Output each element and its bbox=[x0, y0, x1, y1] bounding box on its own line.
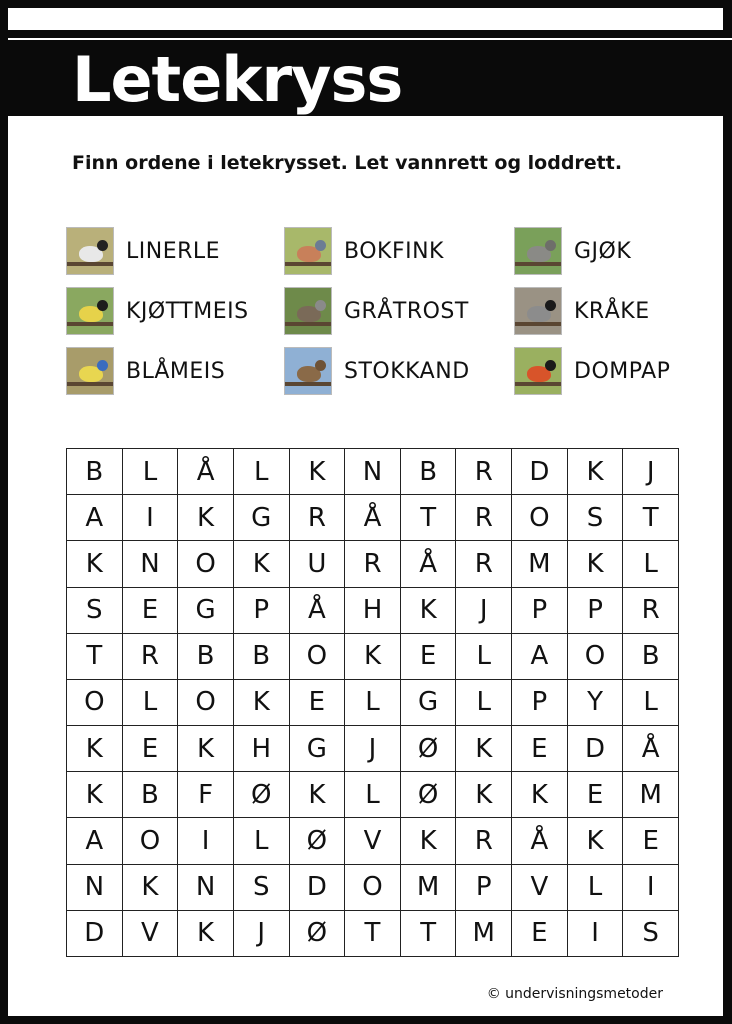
word-item bbox=[514, 286, 650, 336]
grid-cell[interactable]: N bbox=[345, 449, 401, 495]
grid-cell[interactable]: B bbox=[123, 772, 179, 818]
grid-cell[interactable]: H bbox=[234, 726, 290, 772]
grid-cell[interactable]: K bbox=[568, 541, 624, 587]
word-item bbox=[284, 226, 444, 276]
word-item bbox=[66, 346, 225, 396]
grid-cell[interactable]: L bbox=[123, 680, 179, 726]
grid-cell[interactable]: P bbox=[456, 865, 512, 911]
grid-cell[interactable]: J bbox=[456, 588, 512, 634]
grid-cell[interactable]: T bbox=[67, 634, 123, 680]
grid-cell[interactable]: J bbox=[234, 911, 290, 957]
grid-cell[interactable]: L bbox=[456, 680, 512, 726]
grid-cell[interactable]: E bbox=[568, 772, 624, 818]
grid-cell[interactable]: E bbox=[123, 726, 179, 772]
grid-cell[interactable]: R bbox=[456, 449, 512, 495]
grid-cell[interactable]: I bbox=[123, 495, 179, 541]
word-label: DOMPAP bbox=[574, 358, 671, 384]
grid-cell[interactable]: R bbox=[456, 541, 512, 587]
page-title: Letekryss bbox=[72, 43, 403, 116]
grid-cell[interactable]: R bbox=[345, 541, 401, 587]
grid-cell[interactable]: K bbox=[456, 772, 512, 818]
grid-cell[interactable]: R bbox=[623, 588, 679, 634]
grid-cell[interactable]: V bbox=[345, 818, 401, 864]
grid-cell[interactable]: O bbox=[67, 680, 123, 726]
grid-cell[interactable]: T bbox=[345, 911, 401, 957]
grid-cell[interactable]: O bbox=[568, 634, 624, 680]
grid-cell[interactable]: K bbox=[234, 680, 290, 726]
word-item bbox=[66, 286, 249, 336]
grid-cell[interactable]: Å bbox=[345, 495, 401, 541]
grid-cell[interactable]: L bbox=[568, 865, 624, 911]
grid-cell[interactable]: I bbox=[178, 818, 234, 864]
grid-cell[interactable]: K bbox=[290, 772, 346, 818]
grid-cell[interactable]: G bbox=[178, 588, 234, 634]
grid-cell[interactable]: L bbox=[623, 680, 679, 726]
grid-cell[interactable]: O bbox=[123, 818, 179, 864]
grid-cell[interactable]: L bbox=[123, 449, 179, 495]
grid-cell[interactable]: O bbox=[345, 865, 401, 911]
grid-cell[interactable]: E bbox=[512, 911, 568, 957]
grid-cell[interactable]: P bbox=[512, 588, 568, 634]
grid-cell[interactable]: P bbox=[234, 588, 290, 634]
grid-cell[interactable]: G bbox=[290, 726, 346, 772]
grid-cell[interactable]: G bbox=[234, 495, 290, 541]
grid-cell[interactable]: Ø bbox=[290, 911, 346, 957]
grid-cell[interactable]: Ø bbox=[401, 772, 457, 818]
word-item bbox=[514, 226, 631, 276]
grid-cell[interactable]: K bbox=[401, 818, 457, 864]
word-label: BOKFINK bbox=[344, 238, 444, 264]
grid-cell[interactable]: N bbox=[67, 865, 123, 911]
grid-cell[interactable]: K bbox=[178, 726, 234, 772]
grid-cell[interactable]: E bbox=[290, 680, 346, 726]
grid-cell[interactable]: J bbox=[345, 726, 401, 772]
word-label: BLÅMEIS bbox=[126, 358, 226, 384]
grid-cell[interactable]: T bbox=[401, 495, 457, 541]
grid-cell[interactable]: O bbox=[290, 634, 346, 680]
grid-cell[interactable]: O bbox=[178, 541, 234, 587]
grid-cell[interactable]: S bbox=[623, 911, 679, 957]
banner-divider bbox=[8, 38, 732, 40]
grid-cell[interactable]: Å bbox=[178, 449, 234, 495]
grid-cell[interactable]: P bbox=[568, 588, 624, 634]
word-item bbox=[514, 346, 670, 396]
grid-cell[interactable]: B bbox=[178, 634, 234, 680]
grid-cell[interactable]: R bbox=[290, 495, 346, 541]
grid-cell[interactable]: K bbox=[512, 772, 568, 818]
grid-cell[interactable]: E bbox=[623, 818, 679, 864]
title-banner bbox=[8, 30, 732, 116]
grid-cell[interactable]: D bbox=[290, 865, 346, 911]
grid-cell[interactable]: B bbox=[67, 449, 123, 495]
grid-cell[interactable]: Å bbox=[512, 818, 568, 864]
chaffinch-photo bbox=[284, 227, 332, 275]
grid-cell[interactable]: I bbox=[623, 865, 679, 911]
grid-cell[interactable]: K bbox=[123, 865, 179, 911]
grid-cell[interactable]: M bbox=[401, 865, 457, 911]
grid-cell[interactable]: R bbox=[123, 634, 179, 680]
grid-cell[interactable]: K bbox=[568, 818, 624, 864]
grid-cell[interactable]: K bbox=[178, 911, 234, 957]
word-item bbox=[66, 226, 220, 276]
grid-cell[interactable]: D bbox=[512, 449, 568, 495]
grid-cell[interactable]: L bbox=[456, 634, 512, 680]
grid-cell[interactable]: Ø bbox=[234, 772, 290, 818]
grid-cell[interactable]: E bbox=[401, 634, 457, 680]
fieldfare-photo bbox=[284, 287, 332, 335]
grid-cell[interactable]: Ø bbox=[290, 818, 346, 864]
grid-cell[interactable]: A bbox=[67, 495, 123, 541]
grid-cell[interactable]: N bbox=[123, 541, 179, 587]
word-item bbox=[284, 346, 470, 396]
grid-cell[interactable]: K bbox=[67, 541, 123, 587]
grid-cell[interactable]: K bbox=[456, 726, 512, 772]
grid-cell[interactable]: P bbox=[512, 680, 568, 726]
grid-cell[interactable]: K bbox=[67, 726, 123, 772]
grid-cell[interactable]: E bbox=[512, 726, 568, 772]
grid-cell[interactable]: F bbox=[178, 772, 234, 818]
great-tit-photo bbox=[66, 287, 114, 335]
grid-cell[interactable]: I bbox=[568, 911, 624, 957]
grid-cell[interactable]: S bbox=[234, 865, 290, 911]
word-label: GRÅTROST bbox=[344, 298, 469, 324]
grid-cell[interactable]: L bbox=[234, 818, 290, 864]
word-label: KRÅKE bbox=[574, 298, 650, 324]
grid-cell[interactable]: L bbox=[345, 680, 401, 726]
grid-cell[interactable]: J bbox=[623, 449, 679, 495]
grid-cell[interactable]: E bbox=[123, 588, 179, 634]
grid-cell[interactable]: D bbox=[67, 911, 123, 957]
grid-cell[interactable]: H bbox=[345, 588, 401, 634]
grid-cell[interactable]: Å bbox=[623, 726, 679, 772]
grid-cell[interactable]: O bbox=[512, 495, 568, 541]
grid-cell[interactable]: B bbox=[623, 634, 679, 680]
grid-cell[interactable]: M bbox=[623, 772, 679, 818]
mallard-photo bbox=[284, 347, 332, 395]
word-label: LINERLE bbox=[126, 238, 221, 264]
grid-cell[interactable]: B bbox=[401, 449, 457, 495]
grid-cell[interactable]: A bbox=[67, 818, 123, 864]
bullfinch-photo bbox=[514, 347, 562, 395]
crow-photo bbox=[514, 287, 562, 335]
grid-cell[interactable]: K bbox=[345, 634, 401, 680]
grid-cell[interactable]: O bbox=[178, 680, 234, 726]
wagtail-photo bbox=[66, 227, 114, 275]
grid-cell[interactable]: S bbox=[67, 588, 123, 634]
grid-cell[interactable]: V bbox=[512, 865, 568, 911]
grid-cell[interactable]: S bbox=[568, 495, 624, 541]
word-search-grid bbox=[66, 448, 679, 957]
grid-cell[interactable]: L bbox=[623, 541, 679, 587]
grid-cell[interactable]: K bbox=[67, 772, 123, 818]
copyright-credit: © undervisningsmetoder bbox=[486, 986, 663, 1002]
grid-cell[interactable]: G bbox=[401, 680, 457, 726]
grid-cell[interactable]: T bbox=[623, 495, 679, 541]
grid-cell[interactable]: A bbox=[512, 634, 568, 680]
grid-cell[interactable]: R bbox=[456, 495, 512, 541]
grid-cell[interactable]: L bbox=[234, 449, 290, 495]
word-label: STOKKAND bbox=[344, 358, 470, 384]
grid-cell[interactable]: Ø bbox=[401, 726, 457, 772]
grid-cell[interactable]: N bbox=[178, 865, 234, 911]
grid-cell[interactable]: B bbox=[234, 634, 290, 680]
grid-cell[interactable]: M bbox=[512, 541, 568, 587]
grid-cell[interactable]: K bbox=[401, 588, 457, 634]
instruction-text: Finn ordene i letekrysset. Let vannrett og loddrett. bbox=[72, 152, 623, 174]
grid-cell[interactable]: Å bbox=[290, 588, 346, 634]
grid-cell[interactable]: U bbox=[290, 541, 346, 587]
grid-cell[interactable]: M bbox=[456, 911, 512, 957]
grid-cell[interactable]: K bbox=[234, 541, 290, 587]
grid-cell[interactable]: Å bbox=[401, 541, 457, 587]
word-label: KJØTTMEIS bbox=[126, 298, 249, 324]
cuckoo-photo bbox=[514, 227, 562, 275]
word-label: GJØK bbox=[574, 238, 632, 264]
grid-cell[interactable]: L bbox=[345, 772, 401, 818]
grid-cell[interactable]: R bbox=[456, 818, 512, 864]
grid-cell[interactable]: V bbox=[123, 911, 179, 957]
grid-cell[interactable]: D bbox=[568, 726, 624, 772]
grid-cell[interactable]: K bbox=[568, 449, 624, 495]
grid-cell[interactable]: T bbox=[401, 911, 457, 957]
word-item bbox=[284, 286, 469, 336]
blue-tit-photo bbox=[66, 347, 114, 395]
grid-cell[interactable]: Y bbox=[568, 680, 624, 726]
grid-cell[interactable]: K bbox=[178, 495, 234, 541]
grid-cell[interactable]: K bbox=[290, 449, 346, 495]
